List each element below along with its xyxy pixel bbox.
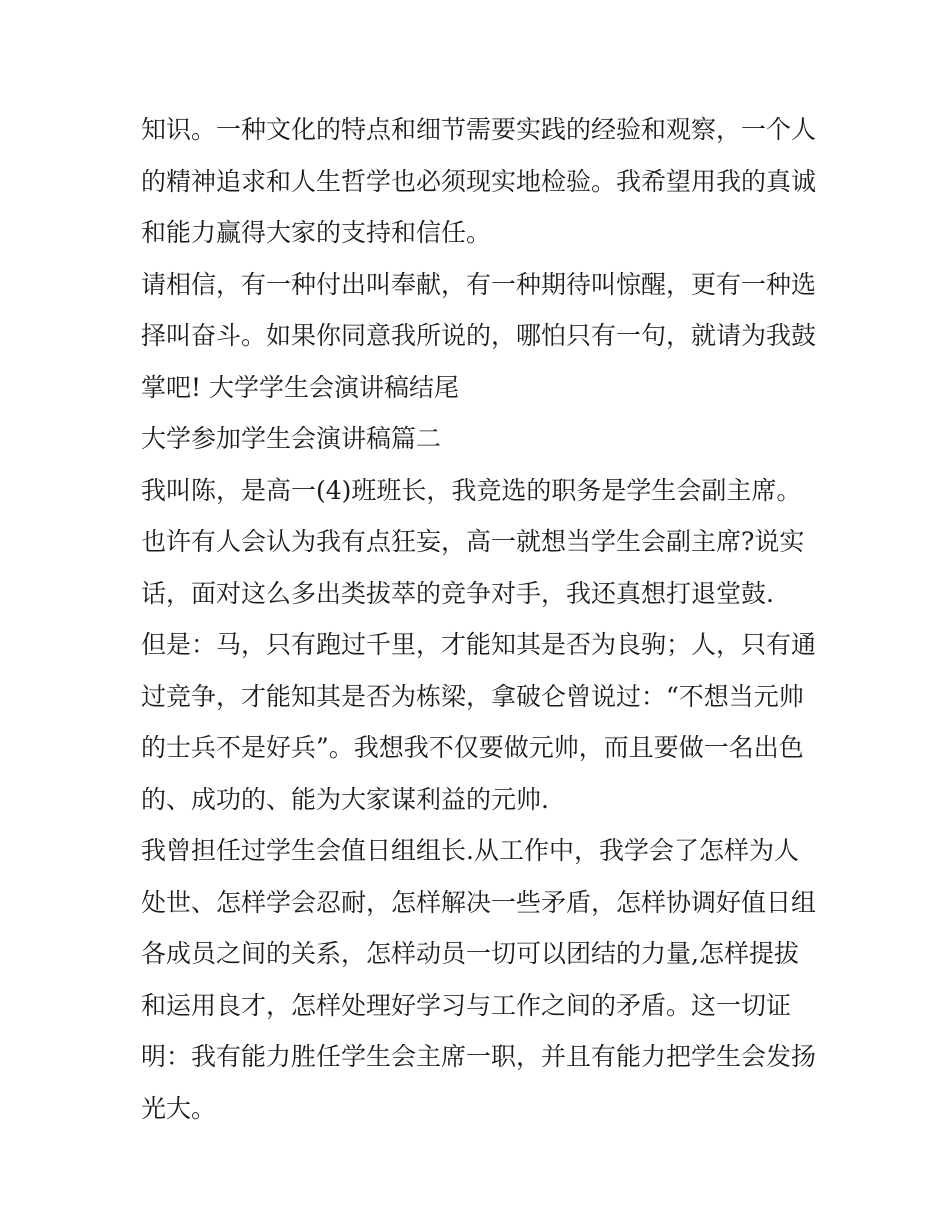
text-line: 我曾担任过学生会值日组组长.从工作中，我学会了怎样为人 — [141, 836, 799, 865]
paragraph-3 — [141, 465, 821, 517]
paragraph-2 — [141, 259, 821, 414]
text-line: 的、成功的、能为大家谋利益的元帅. — [141, 784, 549, 814]
heading-line: 大学参加学生会演讲稿篇二 — [141, 424, 442, 453]
text-line: 过竞争，才能知其是否为栋梁，拿破仑曾说过：“不想当元帅 — [141, 681, 804, 711]
text-line: 和能力赢得大家的支持和信任。 — [141, 218, 492, 247]
text-line: 的士兵不是好兵”。我想我不仅要做元帅，而且要做一名出色 — [141, 733, 804, 762]
document-body — [141, 104, 821, 1134]
text-line: 的精神追求和人生哲学也必须现实地检验。我希望用我的真诚 — [141, 166, 817, 196]
text-line: 知识。一种文化的特点和细节需要实践的经验和观察，一个人 — [141, 115, 817, 144]
text-line: 掌吧! 大学学生会演讲稿结尾 — [141, 372, 459, 402]
paragraph-1 — [141, 104, 821, 259]
text-line: 光大。 — [141, 1093, 217, 1123]
paragraph-5 — [141, 619, 821, 825]
text-line: 明：我有能力胜任学生会主席一职，并且有能力把学生会发扬 — [141, 1042, 817, 1071]
text-line: 和运用良才，怎样处理好学习与工作之间的矛盾。这一切证 — [141, 990, 792, 1020]
text-line: 也许有人会认为我有点狂妄，高一就想当学生会副主席?说实 — [141, 527, 805, 556]
text-line: 我叫陈，是高一(4)班班长，我竞选的职务是学生会副主席。 — [141, 475, 802, 505]
text-line: 话，面对这么多出类拔萃的竞争对手，我还真想打退堂鼓. — [141, 578, 774, 608]
text-line: 请相信，有一种付出叫奉献，有一种期待叫惊醒，更有一种选 — [141, 269, 817, 299]
text-line: 但是：马，只有跑过千里，才能知其是否为良驹；人，只有通 — [141, 630, 817, 659]
text-line: 处世、怎样学会忍耐，怎样解决一些矛盾，怎样协调好值日组 — [141, 887, 817, 917]
paragraph-6 — [141, 825, 821, 1134]
paragraph-4 — [141, 516, 821, 619]
text-line: 各成员之间的关系，怎样动员一切可以团结的力量,怎样提拔 — [141, 939, 799, 968]
text-line: 择叫奋斗。如果你同意我所说的，哪怕只有一句，就请为我鼓 — [141, 321, 817, 350]
section-heading — [141, 413, 821, 465]
